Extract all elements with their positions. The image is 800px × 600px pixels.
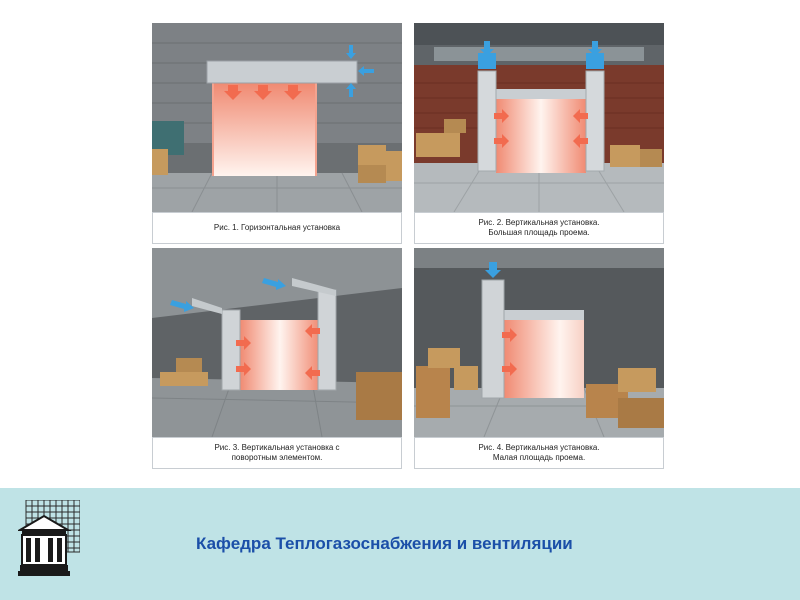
scene-vertical-small-opening (414, 248, 664, 437)
footer-bar (0, 488, 800, 600)
figure-caption: Рис. 1. Горизонтальная установка (213, 223, 341, 232)
figure-caption-box (414, 437, 664, 469)
figure-panel-1 (152, 23, 402, 244)
scene-horizontal-installation (152, 23, 402, 212)
figure-caption: Рис. 2. Вертикальная установка. Большая площадь проема. (478, 218, 600, 237)
department-title: Кафедра Теплогазоснабжения и вентиляции (196, 534, 573, 553)
scene-vertical-large-opening (414, 23, 664, 212)
figure-panel-2 (414, 23, 664, 244)
figure-panel-3 (152, 248, 402, 469)
scene-vertical-rotating-element (152, 248, 402, 437)
figure-caption-box (414, 212, 664, 244)
figure-caption: Рис. 4. Вертикальная установка. Малая площадь проема. (478, 443, 600, 462)
university-building-logo (18, 500, 80, 578)
figure-panel-4 (414, 248, 664, 469)
figure-caption-box (152, 437, 402, 469)
figure-caption: Рис. 3. Вертикальная установка с поворотным элементом. (214, 443, 340, 462)
figure-caption-box (152, 212, 402, 244)
